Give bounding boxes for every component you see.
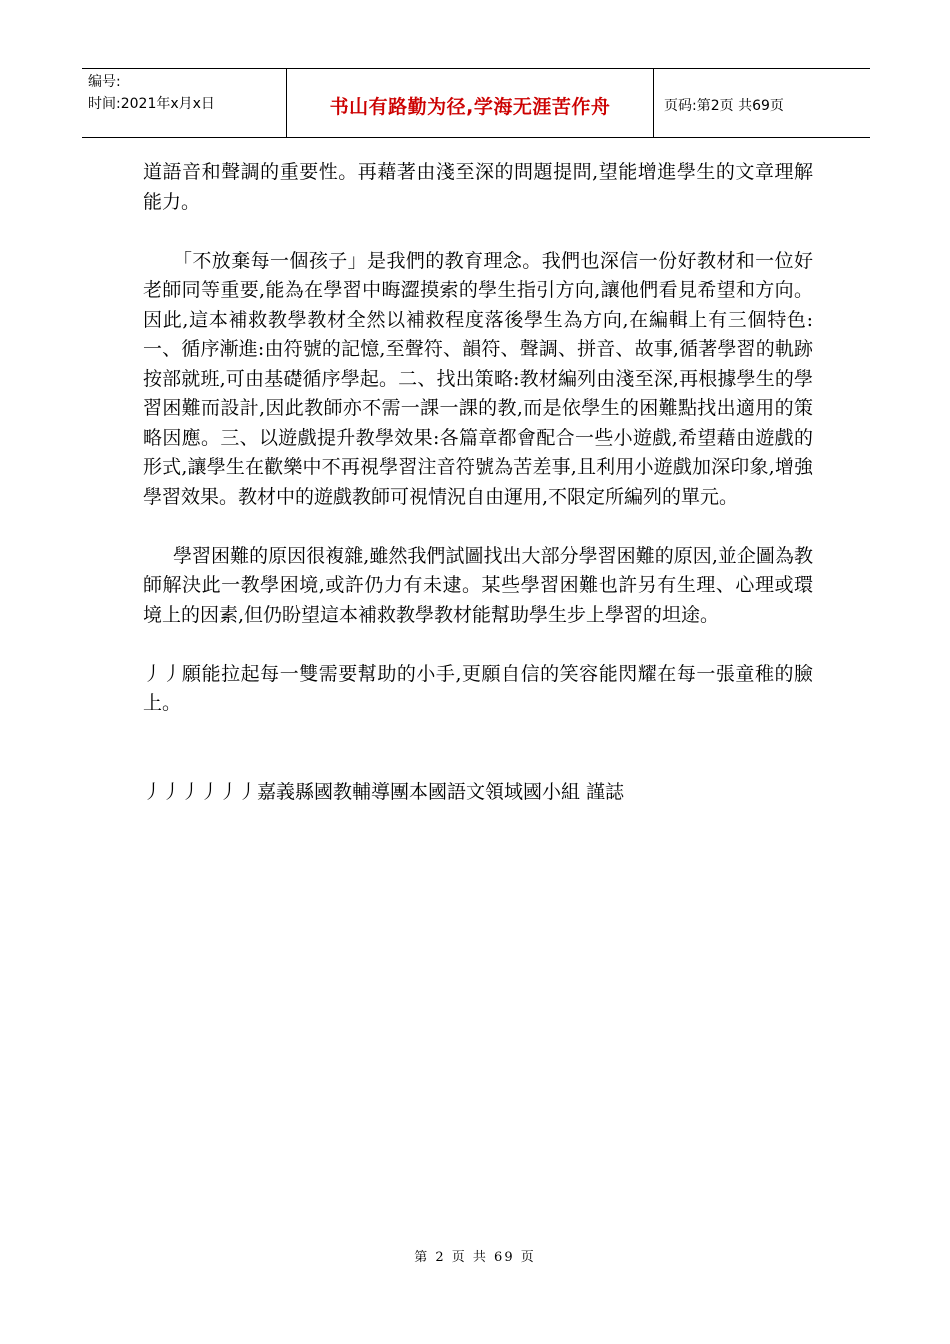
header-page-cell [654,69,870,137]
paragraph-difficulties: 學習困難的原因很複雜,雖然我們試圖找出大部分學習困難的原因,並企圖為教師解決此一教學困境,或許仍力有未逮。某些學習困難也許另有生理、心理或環境上的因素,但仍盼望這本補救教學教材能幫助學生步上學習的坦途。 [143,544,813,626]
paragraph-continuation: 道語音和聲調的重要性。再藉著由淺至深的問題提問,望能增進學生的文章理解能力。 [143,161,813,213]
page-footer: 第 2 页 共 69 页 [414,1250,536,1265]
paragraph-philosophy: 「不放棄每一個孩子」是我們的教育理念。我們也深信一份好教材和一位好老師同等重要,能為在學習中晦澀摸索的學生指引方向,讓他們看見希望和方向。因此,這本補救教學教材全然以補救程度落後學生為方向,在編輯上有三個特色:一、循序漸進:由符號的記憶,至聲符、韻符、聲調、拼音、故事,循著學習的軌跡按部就班,可由基礎循序學起。二、找出策略:教材編列由淺至深,再根據學生的學習困難而設計,因此教師亦不需一課一課的教,而是依學生的困難點找出適用的策略因應。三、以遊戲提升教學效果:各篇章都會配合一些小遊戲,希望藉由遊戲的形式,讓學生在歡樂中不再視學習注音符號為苦差事,且利用小遊戲加深印象,增強學習效果。教材中的遊戲教師可視情況自由運用,不限定所編列的單元。 [143,249,813,508]
header-motto: 书山有路勤为径,学海无涯苦作舟 [329,95,611,118]
document-body [143,158,813,837]
number-label: 编号: [88,74,121,90]
header-motto-cell [287,69,654,137]
header-meta [82,69,287,137]
page-header [82,68,870,138]
paragraph-wish: 丿丿願能拉起每一雙需要幫助的小手,更願自信的笑容能閃耀在每一張童稚的臉上。 [143,662,813,714]
date-label: 时间:2021年x月x日 [88,96,215,112]
signature-line: 丿丿丿丿丿丿嘉義縣國教輔導團本國語文領域國小組 謹誌 [143,780,625,803]
header-page-number: 页码:第2页 共69页 [664,98,784,114]
